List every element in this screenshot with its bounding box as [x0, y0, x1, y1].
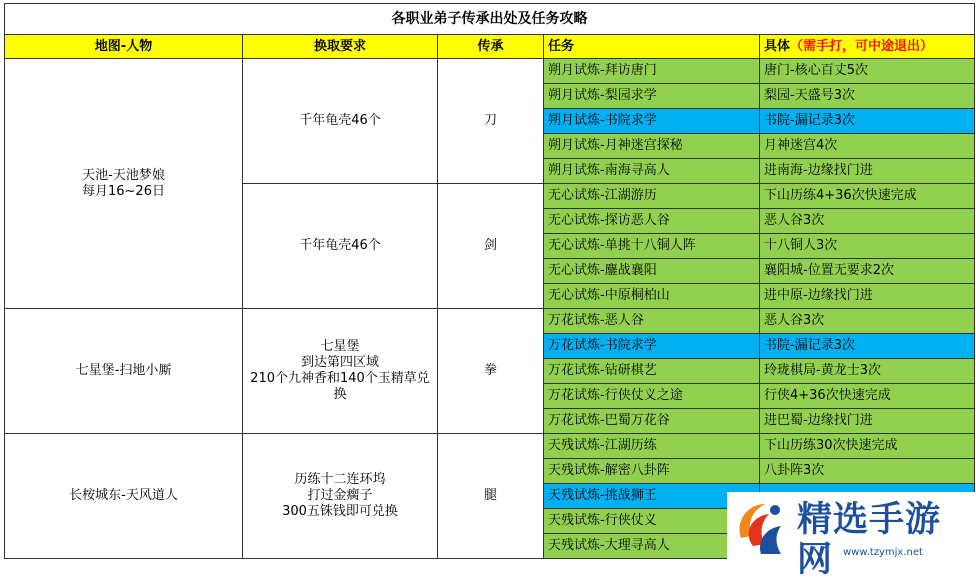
task-cell: 朔月试炼-书院求学 — [544, 109, 760, 134]
detail-cell: 下山历练4+36次快速完成 — [760, 184, 975, 209]
detail-cell: 书院-漏记录3次 — [760, 109, 975, 134]
location-line: 长桉城东-天风道人 — [69, 488, 178, 503]
detail-cell: 进南海-边缘找门进 — [760, 159, 975, 184]
location-line: 天池-天池梦娘 — [82, 167, 165, 183]
inherit-cell: 拳 — [438, 309, 544, 434]
header-task: 任务 — [544, 35, 760, 59]
task-cell: 无心试炼-江湖游历 — [544, 184, 760, 209]
detail-cell: 八卦阵3次 — [760, 459, 975, 484]
task-cell: 朔月试炼-拜访唐门 — [544, 59, 760, 84]
detail-cell: 恶人谷3次 — [760, 209, 975, 234]
task-cell: 朔月试炼-南海寻高人 — [544, 159, 760, 184]
task-cell: 天残试炼-行侠仗义 — [544, 509, 760, 534]
task-cell: 万花试炼-行侠仗义之途 — [544, 384, 760, 409]
spreadsheet — [4, 3, 974, 569]
watermark — [727, 492, 976, 580]
task-cell: 无心试炼-中原桐柏山 — [544, 284, 760, 309]
inherit-cell: 腿 — [438, 434, 544, 559]
requirement-line: 千年龟壳46个 — [299, 113, 381, 128]
header-requirement: 换取要求 — [243, 35, 438, 59]
title-row — [5, 4, 975, 35]
requirement-line: 打过金瘸子 — [307, 488, 373, 503]
location-line: 七星堡-扫地小厮 — [75, 363, 172, 378]
header-detail-note: （需手打，可中途退出） — [790, 38, 934, 54]
detail-cell: 梨园-天盛号3次 — [760, 84, 975, 109]
detail-cell: 月神迷宫4次 — [760, 134, 975, 159]
requirement-line: 千年龟壳46个 — [299, 238, 381, 253]
location-cell — [5, 59, 243, 309]
task-cell: 无心试炼-探访恶人谷 — [544, 209, 760, 234]
task-cell: 天残试炼-大理寻高人 — [544, 534, 760, 559]
table-title: 各职业弟子传承出处及任务攻略 — [5, 4, 975, 35]
header-location: 地图-人物 — [5, 35, 243, 59]
watermark-logo-icon — [731, 498, 789, 560]
inherit-cell: 刀 — [438, 59, 544, 184]
location-line: 每月16~26日 — [82, 183, 165, 199]
detail-cell: 行侠4+36次快速完成 — [760, 384, 975, 409]
detail-cell: 恶人谷3次 — [760, 309, 975, 334]
task-cell: 万花试炼-恶人谷 — [544, 309, 760, 334]
header-detail-main: 具体 — [764, 38, 791, 54]
task-cell: 朔月试炼-月神迷宫探秘 — [544, 134, 760, 159]
task-cell: 万花试炼-巴蜀万花谷 — [544, 409, 760, 434]
location-cell — [5, 309, 243, 434]
detail-cell: 进巴蜀-边缘找门进 — [760, 409, 975, 434]
requirement-line: 210个九神香和140个玉精草兑换 — [250, 371, 430, 402]
detail-cell: 书院-漏记录3次 — [760, 334, 975, 359]
task-cell: 万花试炼-钻研棋艺 — [544, 359, 760, 384]
task-cell: 无心试炼-单挑十八铜人阵 — [544, 234, 760, 259]
requirement-line: 历练十二连环坞 — [294, 472, 386, 487]
table-row — [5, 59, 975, 84]
detail-cell: 襄阳城-位置无要求2次 — [760, 259, 975, 284]
table-row — [5, 309, 975, 334]
task-cell: 万花试炼-书院求学 — [544, 334, 760, 359]
task-cell: 天残试炼-挑战狮王 — [544, 484, 760, 509]
detail-cell: 玲珑棋局-黄龙士3次 — [760, 359, 975, 384]
task-cell: 天残试炼-解密八卦阵 — [544, 459, 760, 484]
detail-cell: 唐门-核心百丈5次 — [760, 59, 975, 84]
task-cell: 天残试炼-江湖历练 — [544, 434, 760, 459]
requirement-cell — [243, 309, 438, 434]
detail-cell: 下山历练30次快速完成 — [760, 434, 975, 459]
task-cell: 无心试炼-鏖战襄阳 — [544, 259, 760, 284]
watermark-url: www.tzymjx.net — [843, 547, 923, 558]
requirement-cell — [243, 434, 438, 559]
location-cell — [5, 434, 243, 559]
header-inherit: 传承 — [438, 35, 544, 59]
requirement-line: 300五铢钱即可兑换 — [282, 504, 398, 519]
detail-cell: 进中原-边缘找门进 — [760, 284, 975, 309]
guide-table — [4, 3, 975, 559]
detail-cell: 十八铜人3次 — [760, 234, 975, 259]
task-cell: 朔月试炼-梨园求学 — [544, 84, 760, 109]
inherit-cell: 剑 — [438, 184, 544, 309]
requirement-line: 七星堡 — [320, 339, 360, 354]
requirement-line: 到达第四区域 — [300, 355, 379, 370]
header-row — [5, 35, 975, 59]
requirement-cell — [243, 59, 438, 184]
requirement-cell — [243, 184, 438, 309]
table-row — [5, 434, 975, 459]
watermark-text: 精选手游网 — [797, 500, 942, 580]
header-detail — [760, 35, 975, 59]
